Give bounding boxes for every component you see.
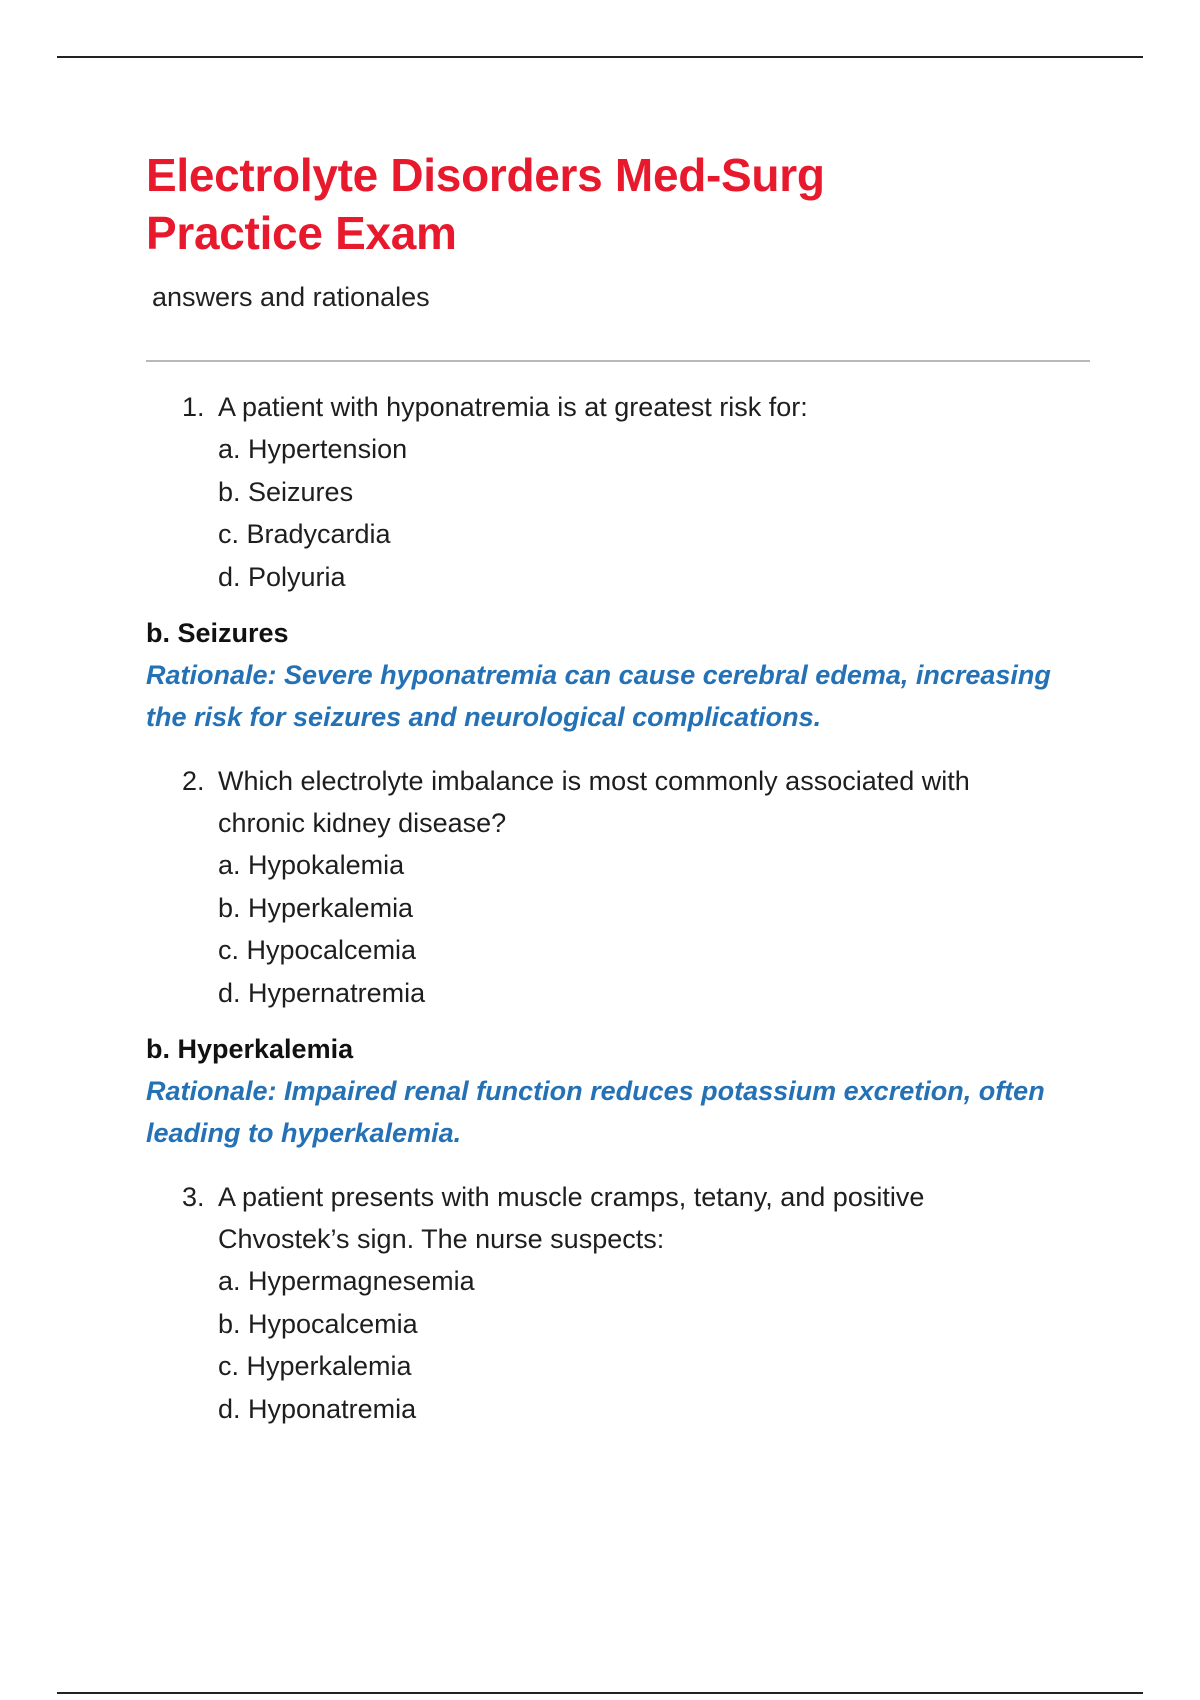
question-2 xyxy=(146,760,1090,1014)
question-number: 3. xyxy=(182,1182,205,1212)
option-a: a. Hypermagnesemia xyxy=(218,1266,475,1296)
answer-2: b. Hyperkalemia xyxy=(146,1034,354,1064)
rationale-2: Rationale: Impaired renal function reduces potassium excretion, often leading to hyperkalemia. xyxy=(146,1076,1045,1148)
option-c: c. Hyperkalemia xyxy=(218,1351,412,1381)
option-b: b. Hyperkalemia xyxy=(218,892,414,923)
option-c: c. Bradycardia xyxy=(218,519,391,549)
rationale-1: Rationale: Severe hyponatremia can cause cerebral edema, increasing the risk for seizures and neurological complications. xyxy=(146,660,1051,732)
title-line-2: Practice Exam xyxy=(146,207,457,259)
question-3 xyxy=(146,1176,1090,1430)
page-bottom-rule xyxy=(57,1692,1143,1694)
question-stem: Which electrolyte imbalance is most commonly associated with chronic kidney disease? xyxy=(218,766,970,838)
option-a: a. Hypertension xyxy=(218,434,408,464)
option-d: d. Hypernatremia xyxy=(218,977,426,1008)
question-number: 2. xyxy=(182,766,205,796)
option-list xyxy=(218,428,1090,598)
option-c: c. Hypocalcemia xyxy=(218,935,417,965)
option-list xyxy=(218,844,1050,1014)
option-d: d. Polyuria xyxy=(218,561,346,592)
page-top-rule xyxy=(57,56,1143,58)
document-body xyxy=(146,146,1090,1430)
option-d: d. Hyponatremia xyxy=(218,1393,417,1424)
option-a: a. Hypokalemia xyxy=(218,850,405,880)
question-stem: A patient presents with muscle cramps, tetany, and positive Chvostek’s sign. The nurse suspects: xyxy=(218,1182,925,1254)
option-list xyxy=(218,1260,1030,1430)
section-divider xyxy=(146,360,1090,362)
option-b: b. Seizures xyxy=(218,476,354,507)
question-stem: A patient with hyponatremia is at greatest risk for: xyxy=(218,392,808,422)
question-1 xyxy=(146,386,1090,598)
answer-1: b. Seizures xyxy=(146,618,289,648)
document-subtitle: answers and rationales xyxy=(152,282,430,312)
option-b: b. Hypocalcemia xyxy=(218,1308,418,1339)
question-number: 1. xyxy=(182,392,205,422)
document-title xyxy=(146,146,1090,262)
title-line-1: Electrolyte Disorders Med-Surg xyxy=(146,149,825,201)
